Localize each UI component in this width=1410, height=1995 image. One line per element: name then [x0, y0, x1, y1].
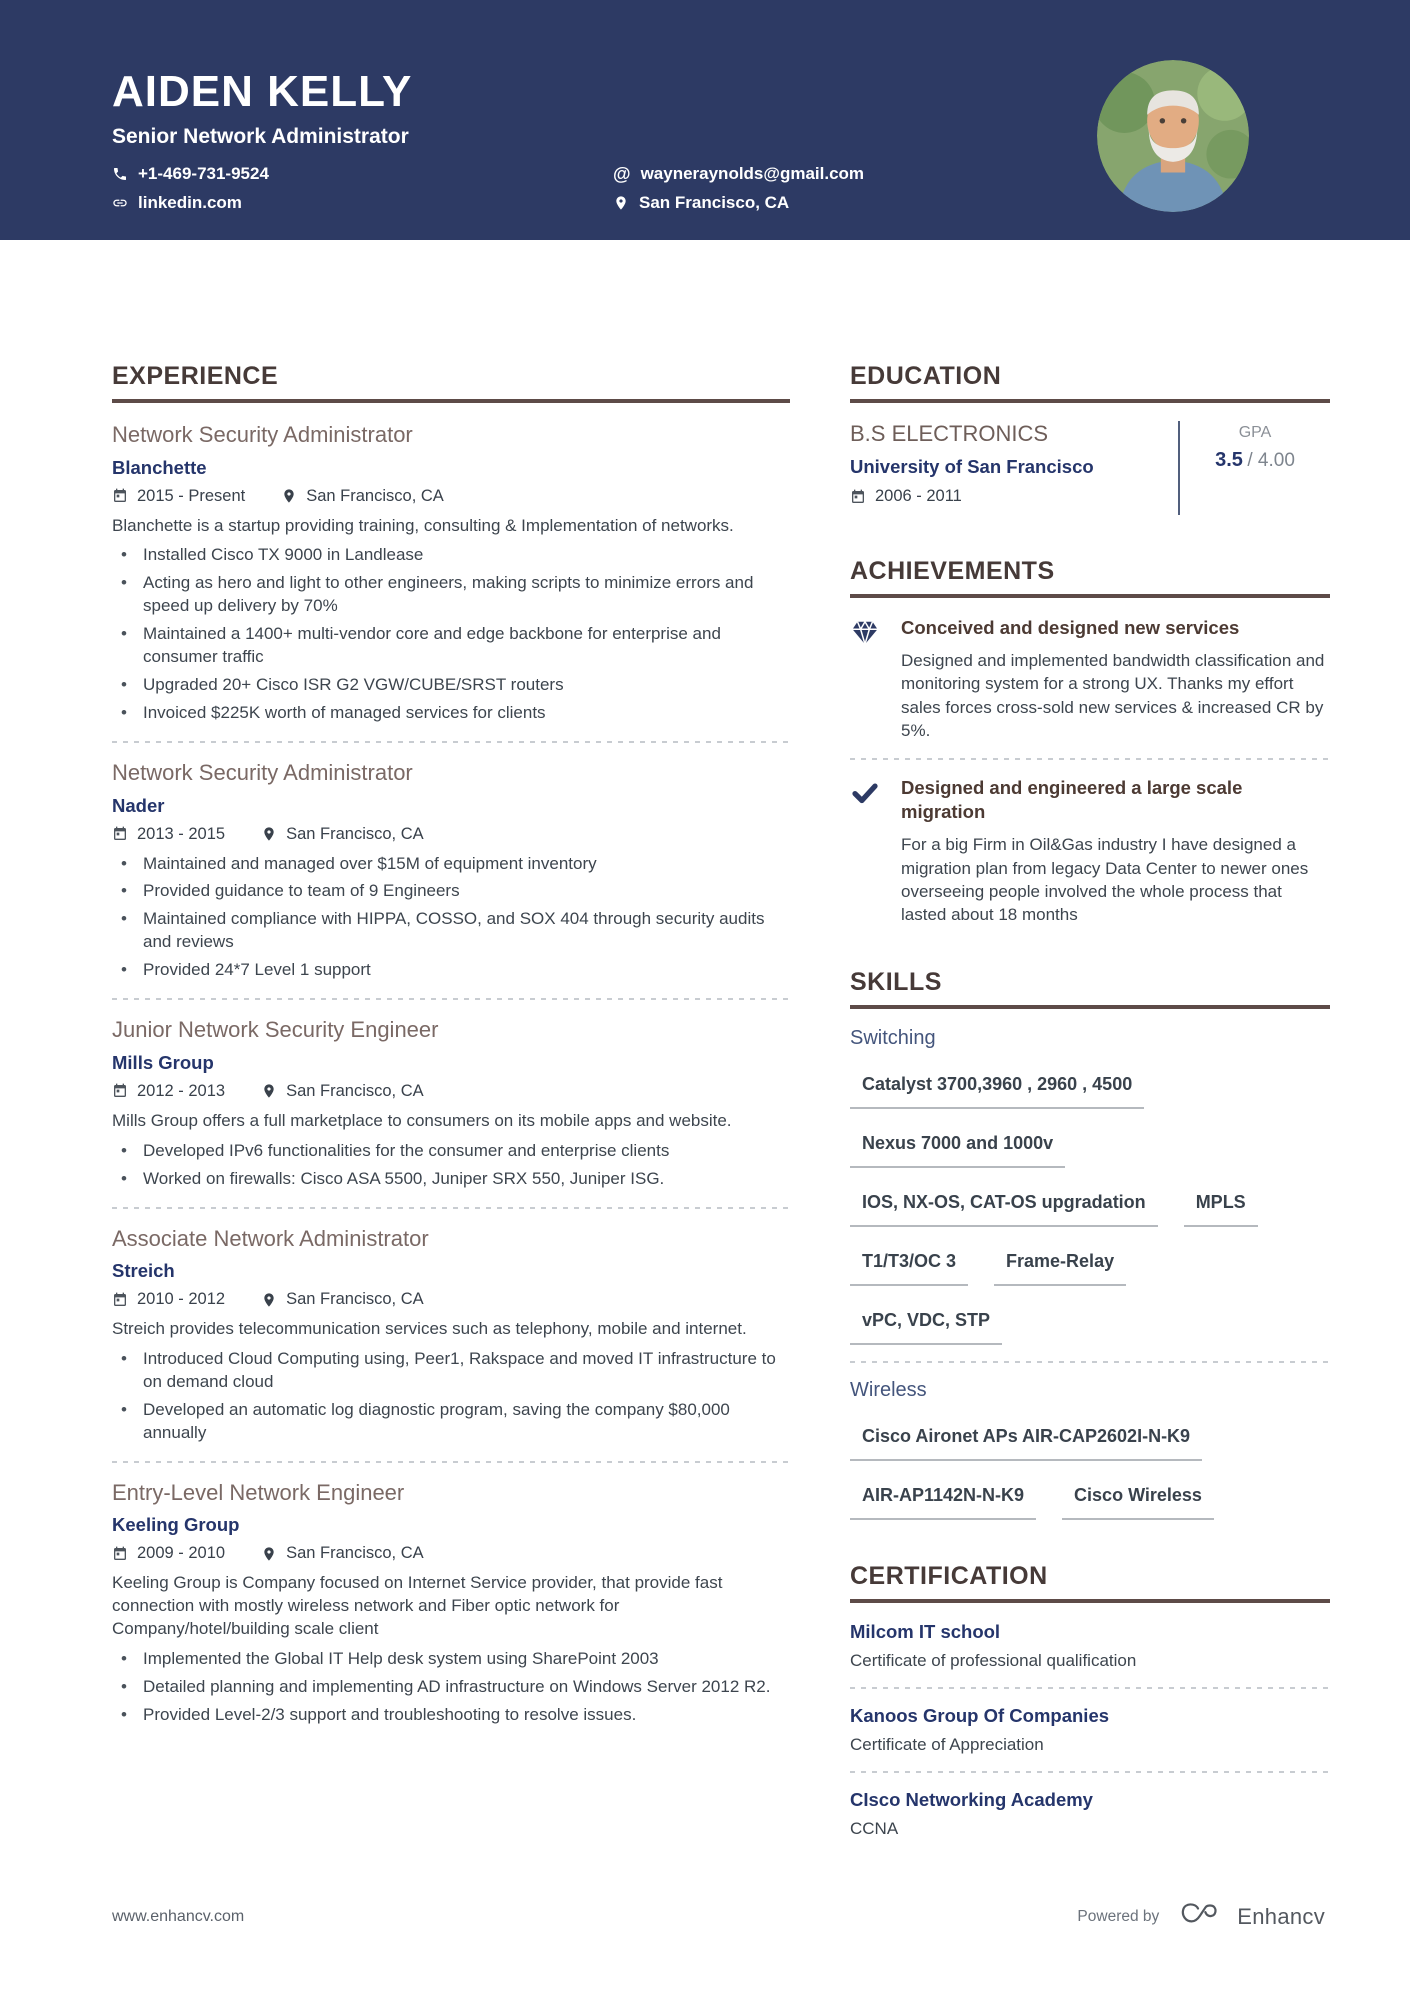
achievement-title: Conceived and designed new services — [901, 617, 1240, 638]
job-company: Blanchette — [112, 456, 207, 478]
bullet-item: • Maintained compliance with HIPPA, COSSO, and SOX 404 through security audits and reviews — [112, 908, 790, 954]
gpa-value: 3.5 — [1215, 449, 1243, 471]
skill-chip: vPC, VDC, STP — [850, 1310, 1002, 1345]
at-icon: @ — [613, 164, 631, 184]
education-details — [850, 421, 1156, 515]
school-name: University of San Francisco — [850, 456, 1094, 477]
skill-chip: T1/T3/OC 3 — [850, 1251, 968, 1286]
phone-contact[interactable] — [112, 164, 613, 184]
skill-chip: IOS, NX-OS, CAT-OS upgradation — [850, 1192, 1158, 1227]
skill-chip: Cisco Aironet APs AIR-CAP2602I-N-K9 — [850, 1426, 1202, 1461]
location-contact — [613, 193, 1080, 213]
experience-entry — [112, 1016, 790, 1190]
job-description: Blanchette is a startup providing training, consulting & Implementation of networks. — [112, 515, 734, 535]
certification-item — [850, 1621, 1330, 1671]
bullet-item: • Provided Level-2/3 support and troubleshooting to resolve issues. — [112, 1704, 790, 1727]
bullet-item: • Invoiced $225K worth of managed services for clients — [112, 702, 790, 725]
powered-by — [1077, 1900, 1325, 1933]
bullet-item: • Provided 24*7 Level 1 support — [112, 959, 790, 982]
job-meta — [112, 825, 790, 844]
phone-icon — [112, 166, 128, 182]
achievement-body — [901, 776, 1330, 926]
job-location — [261, 1082, 424, 1101]
header — [0, 0, 1410, 240]
site-link[interactable]: www.enhancv.com — [112, 1907, 245, 1925]
bullet-item: • Developed an automatic log diagnostic program, saving the company $80,000 annually — [112, 1399, 790, 1445]
location-icon — [613, 195, 629, 211]
location-icon — [261, 1083, 277, 1099]
achievement-title: Designed and engineered a large scale migration — [901, 777, 1243, 823]
degree-title: B.S ELECTRONICS — [850, 421, 1049, 446]
bullet-item: • Maintained and managed over $15M of equipment inventory — [112, 853, 790, 876]
calendar-icon — [112, 1546, 128, 1562]
certification-heading: CERTIFICATION — [850, 1562, 1330, 1603]
brand-wordmark[interactable]: Enhancv — [1237, 1903, 1325, 1929]
achievement-text: For a big Firm in Oil&Gas industry I have designed a migration plan from legacy Data Center to newer ones overseeing people involved the whole process that lasted about 18 months — [901, 835, 1309, 925]
location-icon — [261, 826, 277, 842]
certification-name: Kanoos Group Of Companies — [850, 1705, 1110, 1727]
check-icon — [850, 776, 884, 926]
gpa-label: GPA — [1238, 424, 1272, 441]
date-range-text: 2010 - 2012 — [137, 1290, 226, 1308]
bullet-item: • Installed Cisco TX 9000 in Landlease — [112, 544, 790, 567]
location-icon — [261, 1546, 277, 1562]
certification-subtitle: CCNA — [850, 1819, 899, 1839]
dashed-separator — [850, 1771, 1330, 1773]
dashed-separator — [112, 998, 790, 1000]
skills-section — [850, 968, 1330, 1520]
skill-chip-group — [850, 1050, 1330, 1345]
gpa-block — [1178, 421, 1330, 515]
achievements-section — [850, 557, 1330, 926]
link-icon — [112, 195, 128, 211]
job-bullets — [112, 1140, 790, 1191]
job-company: Keeling Group — [112, 1514, 240, 1536]
phone-number: +1-469-731-9524 — [138, 164, 269, 183]
job-location-text: San Francisco, CA — [286, 824, 424, 843]
header-content — [112, 67, 1080, 213]
certification-name: Milcom IT school — [850, 1621, 1001, 1643]
certification-subtitle: Certificate of professional qualification — [850, 1651, 1137, 1671]
certification-item — [850, 1705, 1330, 1755]
right-column — [850, 362, 1330, 1839]
experience-entry — [112, 759, 790, 982]
bullet-item: • Introduced Cloud Computing using, Peer1, Rakspace and moved IT infrastructure to on demand cloud — [112, 1348, 790, 1394]
job-description: Streich provides telecommunication services such as telephony, mobile and internet. — [112, 1319, 747, 1338]
skill-chip: Frame-Relay — [994, 1251, 1126, 1286]
person-job-title: Senior Network Administrator — [112, 125, 409, 148]
education-meta — [850, 487, 1156, 506]
job-title: Associate Network Administrator — [112, 1225, 429, 1251]
date-range-text: 2012 - 2013 — [137, 1081, 226, 1100]
bullet-item: • Upgraded 20+ Cisco ISR G2 VGW/CUBE/SRST routers — [112, 674, 790, 697]
job-location — [261, 1290, 424, 1309]
certification-item — [850, 1789, 1330, 1839]
location-text: San Francisco, CA — [639, 193, 790, 212]
bullet-item: • Maintained a 1400+ multi-vendor core and edge backbone for enterprise and consumer traffic — [112, 623, 790, 669]
job-description: Mills Group offers a full marketplace to consumers on its mobile apps and website. — [112, 1110, 732, 1130]
job-meta — [112, 1290, 790, 1309]
bullet-item: • Implemented the Global IT Help desk system using SharePoint 2003 — [112, 1648, 790, 1671]
email-contact[interactable] — [613, 164, 1080, 184]
date-range-text: 2013 - 2015 — [137, 824, 226, 843]
date-range — [112, 825, 225, 844]
dashed-separator — [850, 758, 1330, 760]
date-range-text: 2015 - Present — [137, 486, 246, 505]
experience-list — [112, 421, 790, 1727]
date-range-text: 2009 - 2010 — [137, 1544, 226, 1563]
skill-chip: AIR-AP1142N-N-K9 — [850, 1485, 1036, 1520]
certification-subtitle: Certificate of Appreciation — [850, 1735, 1044, 1755]
powered-by-label: Powered by — [1077, 1907, 1160, 1925]
calendar-icon — [112, 1292, 128, 1308]
education-dates: 2006 - 2011 — [875, 487, 962, 505]
certification-name: CIsco Networking Academy — [850, 1789, 1093, 1811]
skill-chip: Catalyst 3700,3960 , 2960 , 4500 — [850, 1074, 1144, 1109]
job-title: Entry-Level Network Engineer — [112, 1479, 405, 1505]
person-name: AIDEN KELLY — [112, 67, 413, 116]
email-address: wayneraynolds@gmail.com — [640, 164, 865, 183]
education-section — [850, 362, 1330, 515]
experience-entry — [112, 1479, 790, 1727]
achievement-text: Designed and implemented bandwidth classification and monitoring system for a strong UX. Thanks my effort sales forces cross-sold new services & increased CR by 5%. — [901, 651, 1325, 740]
gpa-score — [1180, 449, 1330, 472]
job-location-text: San Francisco, CA — [306, 486, 444, 505]
job-meta — [112, 487, 790, 506]
calendar-icon — [112, 488, 128, 504]
achievement-item — [850, 776, 1330, 926]
skills-list — [850, 1027, 1330, 1520]
education-heading: EDUCATION — [850, 362, 1330, 403]
skill-chip: MPLS — [1184, 1192, 1258, 1227]
job-bullets — [112, 544, 790, 725]
education-entry — [850, 421, 1330, 515]
achievement-body — [901, 616, 1330, 742]
skill-chip-group — [850, 1402, 1330, 1520]
experience-entry — [112, 1225, 790, 1445]
job-location-text: San Francisco, CA — [286, 1081, 424, 1100]
gpa-max: / 4.00 — [1247, 450, 1295, 471]
experience-heading: EXPERIENCE — [112, 362, 790, 403]
date-range — [112, 1082, 225, 1101]
footer — [112, 1900, 1325, 1933]
linkedin-contact[interactable] — [112, 193, 613, 213]
bullet-item: • Detailed planning and implementing AD infrastructure on Windows Server 2012 R2. — [112, 1676, 790, 1699]
bullet-item: • Developed IPv6 functionalities for the consumer and enterprise clients — [112, 1140, 790, 1163]
job-title: Junior Network Security Engineer — [112, 1017, 439, 1043]
bullet-item: • Worked on firewalls: Cisco ASA 5500, Juniper SRX 550, Juniper ISG. — [112, 1168, 790, 1191]
date-range — [850, 487, 962, 506]
location-icon — [261, 1292, 277, 1308]
dashed-separator — [850, 1361, 1330, 1363]
job-bullets — [112, 1648, 790, 1727]
bullet-item: • Acting as hero and light to other engineers, making scripts to minimize errors and speed up delivery by 70% — [112, 572, 790, 618]
job-location-text: San Francisco, CA — [286, 1290, 424, 1308]
job-bullets — [112, 1348, 790, 1445]
date-range — [112, 487, 245, 506]
skill-chip: Cisco Wireless — [1062, 1485, 1214, 1520]
main-content — [0, 240, 1410, 1839]
achievement-item — [850, 616, 1330, 742]
achievements-heading: ACHIEVEMENTS — [850, 557, 1330, 598]
calendar-icon — [850, 489, 866, 505]
job-location — [261, 1544, 424, 1563]
linkedin-url: linkedin.com — [138, 193, 242, 212]
skill-chip: Nexus 7000 and 1000v — [850, 1133, 1065, 1168]
dashed-separator — [112, 1207, 790, 1209]
diamond-icon — [850, 616, 884, 742]
dashed-separator — [112, 741, 790, 743]
job-location — [261, 825, 424, 844]
calendar-icon — [112, 1083, 128, 1099]
job-bullets — [112, 853, 790, 983]
achievements-list — [850, 616, 1330, 926]
job-meta — [112, 1544, 790, 1563]
calendar-icon — [112, 826, 128, 842]
dashed-separator — [850, 1687, 1330, 1689]
avatar — [1097, 60, 1249, 212]
job-location-text: San Francisco, CA — [286, 1544, 424, 1563]
skills-heading: SKILLS — [850, 968, 1330, 1009]
bullet-item: • Provided guidance to team of 9 Engineers — [112, 880, 790, 903]
job-company: Streich — [112, 1260, 175, 1281]
job-company: Nader — [112, 794, 165, 816]
job-location — [281, 487, 444, 506]
enhancv-logo — [1175, 1900, 1221, 1933]
skill-category-label: Switching — [850, 1027, 936, 1050]
contact-info — [112, 164, 1080, 213]
certification-list — [850, 1621, 1330, 1839]
job-title: Network Security Administrator — [112, 760, 413, 785]
date-range — [112, 1290, 225, 1309]
dashed-separator — [112, 1461, 790, 1463]
avatar-photo-illustration — [1097, 60, 1249, 212]
job-company: Mills Group — [112, 1051, 214, 1073]
job-title: Network Security Administrator — [112, 422, 413, 447]
experience-entry — [112, 421, 790, 725]
job-description: Keeling Group is Company focused on Internet Service provider, that provide fast connection with mostly wireless network and Fiber optic network for Company/hotel/building scale client — [112, 1573, 723, 1639]
location-icon — [281, 488, 297, 504]
date-range — [112, 1544, 225, 1563]
skill-category-label: Wireless — [850, 1379, 927, 1402]
job-meta — [112, 1082, 790, 1101]
experience-section — [112, 362, 790, 1839]
certification-section — [850, 1562, 1330, 1839]
